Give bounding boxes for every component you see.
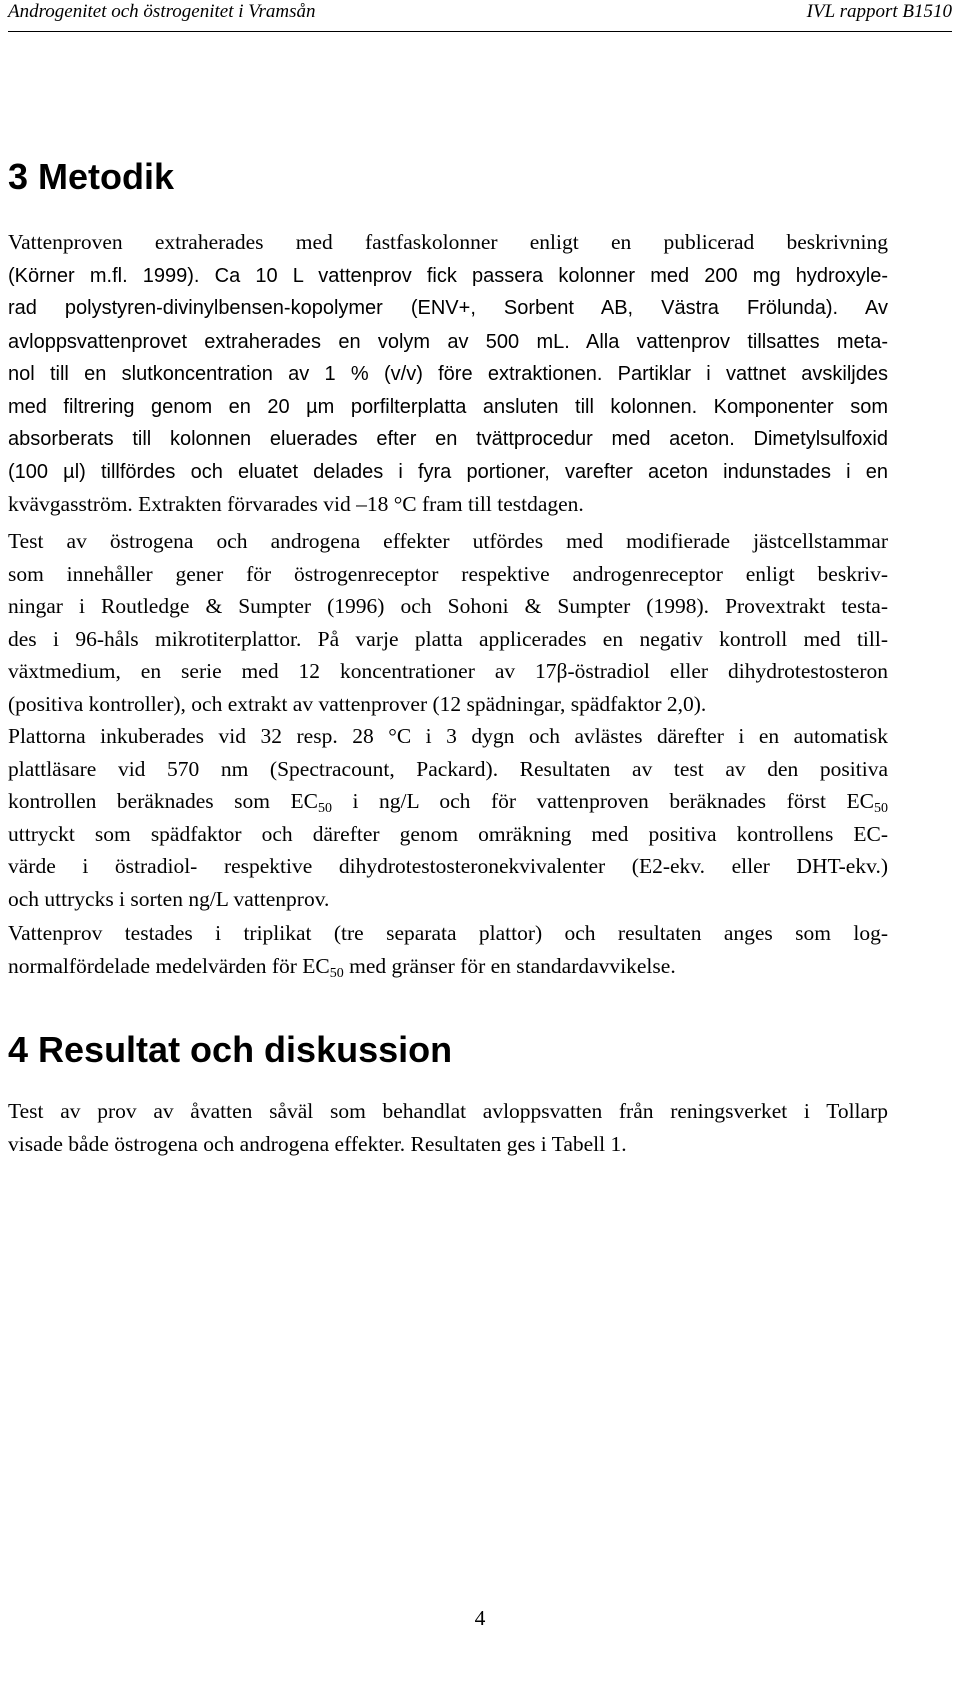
text-segment: avloppsvattenprovet extraherades en volym av 500 mL. (8, 330, 570, 353)
text-line: visade både östrogena och androgena effekter. Resultaten ges i Tabell 1. (8, 1131, 627, 1156)
text-segment: Alla vattenprov tillsattes meta- (569, 330, 888, 353)
text-line: växtmedium, en serie med 12 koncentrationer av 17β-östradiol eller dihydrotestosteron (8, 659, 888, 683)
text-segment: med gränser för en standardavvikelse. (343, 953, 676, 978)
subscript-50: 50 (874, 801, 888, 816)
section-heading-metodik: 3 Metodik (8, 156, 175, 197)
text-segment: i ng/L och för vattenproven beräknades först EC (332, 789, 874, 813)
subscript-50: 50 (318, 801, 332, 816)
text-line (8, 950, 888, 983)
running-header (8, 0, 952, 26)
subscript-50: 50 (329, 965, 344, 981)
text-line: (100 µl) tillfördes och eluatet delades i fyra portioner, varefter aceton indunstades i en (8, 460, 888, 483)
text-line: kvävgasström. Extrakten förvarades vid –18 °C fram till testdagen. (8, 492, 584, 516)
text-segment: normalfördelade medelvärden för EC (8, 953, 330, 978)
text-line: absorberats till kolonnen eluerades efter en tvättprocedur med aceton. Dimetylsulfoxid (8, 428, 888, 450)
paragraph-triplicate (8, 917, 888, 982)
paragraph-extraction (8, 226, 888, 521)
text-line: nol till en slutkoncentration av 1 % (v/v) före extraktionen. Partiklar i vattnet avskiljdes (8, 363, 888, 385)
paragraph-results (8, 1095, 888, 1160)
text-line: des i 96-håls mikrotiterplattor. På varje platta applicerades en negativ kontroll med till- (8, 626, 888, 651)
text-line: Plattorna inkuberades vid 32 resp. 28 °C i 3 dygn och avlästes därefter i en automatisk (8, 724, 888, 748)
text-segment: kontrollen beräknades som EC (8, 789, 318, 813)
section-heading-resultat: 4 Resultat och diskussion (8, 1029, 453, 1070)
text-line (8, 325, 888, 359)
text-segment: (Körner m.fl. 1999). Ca 10 L vattenprov fick passera kolonner med 200 mg hydroxyle- (8, 264, 888, 287)
text-line: (positiva kontroller), och extrakt av vattenprover (12 spädningar, spädfaktor 2,0). (8, 691, 707, 716)
text-line: som innehåller gener för östrogenreceptor respektive androgenreceptor enligt beskriv- (8, 561, 888, 586)
text-line-mixed-font (8, 263, 888, 287)
text-line: Test av östrogena och androgena effekter utfördes med modifierade jästcellstammar (8, 529, 888, 553)
text-line (8, 785, 888, 818)
text-line: värde i östradiol- respektive dihydrotestosteronekvivalenter (E2-ekv. eller DHT-ekv.) (8, 854, 888, 878)
text-line: Test av prov av åvatten såväl som behandlat avloppsvatten från reningsverket i Tollarp (8, 1099, 888, 1123)
header-report-id: IVL rapport B1510 (806, 1, 952, 22)
header-title: Androgenitet och östrogenitet i Vramsån (8, 1, 316, 22)
text-line: plattläsare vid 570 nm (Spectracount, Packard). Resultaten av test av den positiva (8, 756, 888, 781)
page-number: 4 (474, 1606, 486, 1630)
text-line: rad polystyren-divinylbensen-kopolymer (ENV+, Sorbent AB, Västra Frölunda). Av (8, 297, 888, 319)
text-line: uttryckt som spädfaktor och därefter genom omräkning med positiva kontrollens EC- (8, 821, 888, 846)
text-line: med filtrering genom en 20 µm porfilterplatta ansluten till kolonnen. Komponenter som (8, 395, 888, 418)
text-line: och uttrycks i sorten ng/L vattenprov. (8, 886, 330, 911)
header-divider (8, 31, 952, 32)
text-line: Vattenprov testades i triplikat (tre separata plattor) och resultaten anges som log- (8, 921, 888, 945)
text-line: Vattenproven extraherades med fastfaskolonner enligt en publicerad beskrivning (8, 230, 888, 254)
paragraph-test-method (8, 525, 888, 915)
text-line (8, 259, 888, 293)
text-line: ningar i Routledge & Sumpter (1996) och Sohoni & Sumpter (1998). Provextrakt testa- (8, 594, 888, 618)
